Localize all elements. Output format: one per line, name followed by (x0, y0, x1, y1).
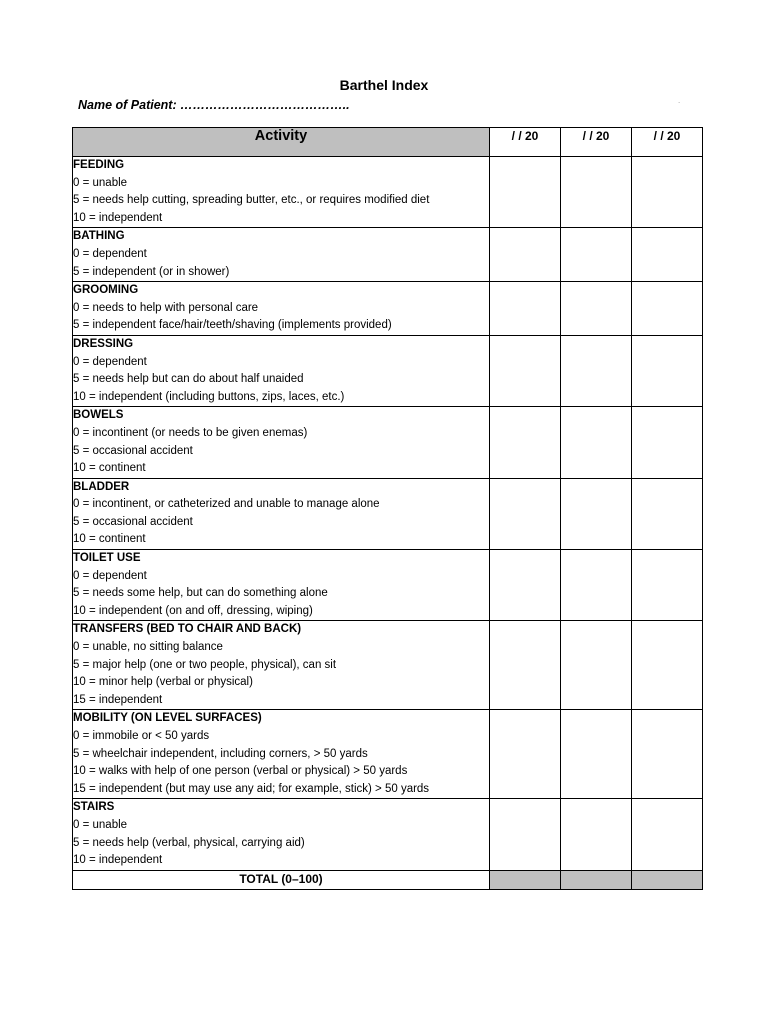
activity-cell (73, 710, 490, 799)
score-cell-3[interactable] (632, 478, 703, 549)
score-cell-2[interactable] (561, 282, 632, 336)
activity-cell (73, 407, 490, 478)
activity-row (73, 799, 703, 870)
total-score-cell-2 (561, 870, 632, 889)
activity-option: 10 = independent (73, 211, 163, 224)
activity-header: Activity (73, 128, 490, 157)
activity-cell (73, 550, 490, 621)
score-cell-2[interactable] (561, 710, 632, 799)
activity-option: 0 = unable (73, 176, 128, 189)
activity-option: 5 = needs help cutting, spreading butter, etc., or requires modified diet (73, 194, 430, 207)
activity-option: 5 = wheelchair independent, including corners, > 50 yards (73, 747, 368, 760)
score-header-2[interactable]: / / 20 (561, 128, 632, 157)
score-cell-3[interactable] (632, 710, 703, 799)
score-header-3[interactable]: / / 20 (632, 128, 703, 157)
score-cell-1[interactable] (490, 621, 561, 710)
activity-option: 5 = needs help (verbal, physical, carrying aid) (73, 836, 305, 849)
score-cell-1[interactable] (490, 282, 561, 336)
activity-title: TOILET USE (73, 552, 141, 565)
activity-title: BATHING (73, 230, 125, 243)
activity-option: 0 = incontinent (or needs to be given enemas) (73, 426, 308, 439)
score-cell-2[interactable] (561, 550, 632, 621)
activity-cell (73, 799, 490, 870)
score-cell-3[interactable] (632, 228, 703, 282)
score-cell-2[interactable] (561, 228, 632, 282)
score-cell-3[interactable] (632, 621, 703, 710)
score-cell-1[interactable] (490, 550, 561, 621)
score-cell-3[interactable] (632, 550, 703, 621)
score-header-1[interactable]: / / 20 (490, 128, 561, 157)
score-cell-1[interactable] (490, 335, 561, 406)
activity-option: 0 = unable, no sitting balance (73, 641, 223, 654)
activity-option: 0 = incontinent, or catheterized and unable to manage alone (73, 498, 380, 511)
score-cell-1[interactable] (490, 228, 561, 282)
score-cell-3[interactable] (632, 282, 703, 336)
activity-option: 10 = continent (73, 462, 146, 475)
activity-row (73, 228, 703, 282)
activity-option: 15 = independent (73, 693, 163, 706)
activity-title: TRANSFERS (BED TO CHAIR AND BACK) (73, 623, 302, 636)
header-row (73, 128, 703, 157)
score-cell-2[interactable] (561, 799, 632, 870)
activity-title: GROOMING (73, 284, 139, 297)
score-cell-1[interactable] (490, 478, 561, 549)
activity-option: 5 = needs help but can do about half unaided (73, 373, 304, 386)
activity-option: 0 = unable (73, 818, 128, 831)
activity-title: DRESSING (73, 337, 134, 350)
document-title: Barthel Index (339, 77, 429, 93)
patient-name-field[interactable]: Name of Patient: ………………………………….. (78, 98, 350, 112)
activity-title: BLADDER (73, 480, 130, 493)
activity-option: 5 = major help (one or two people, physical), can sit (73, 658, 337, 671)
activity-row (73, 407, 703, 478)
activity-option: 0 = immobile or < 50 yards (73, 730, 210, 742)
activity-title: BOWELS (73, 409, 124, 422)
score-cell-2[interactable] (561, 335, 632, 406)
activity-option: 5 = independent face/hair/teeth/shaving (implements provided) (73, 319, 392, 332)
score-cell-3[interactable] (632, 157, 703, 228)
activity-row (73, 478, 703, 549)
activity-cell (73, 282, 490, 336)
score-cell-1[interactable] (490, 407, 561, 478)
activity-option: 5 = independent (or in shower) (73, 265, 230, 278)
score-cell-1[interactable] (490, 710, 561, 799)
activity-row (73, 157, 703, 228)
activity-option: 10 = independent (including buttons, zips, laces, etc.) (73, 390, 345, 403)
total-score-cell-1 (490, 870, 561, 889)
activity-option: 0 = dependent (73, 355, 147, 368)
activity-cell (73, 157, 490, 228)
activity-option: 10 = continent (73, 533, 146, 546)
score-cell-2[interactable] (561, 407, 632, 478)
activity-option: 15 = independent (but may use any aid; for example, stick) > 50 yards (73, 782, 430, 795)
score-cell-3[interactable] (632, 799, 703, 870)
score-cell-1[interactable] (490, 157, 561, 228)
activity-option: 5 = needs some help, but can do something alone (73, 587, 328, 600)
activity-row (73, 550, 703, 621)
activity-option: 10 = walks with help of one person (verbal or physical) > 50 yards (73, 765, 408, 778)
activity-option: 0 = dependent (73, 247, 147, 260)
activity-cell (73, 335, 490, 406)
stray-mark: . (678, 96, 681, 105)
activity-option: 10 = independent (on and off, dressing, wiping) (73, 604, 313, 617)
barthel-index-table (72, 127, 703, 890)
score-cell-3[interactable] (632, 335, 703, 406)
activity-option: 10 = independent (73, 854, 163, 867)
score-cell-2[interactable] (561, 478, 632, 549)
total-score-cell-3 (632, 870, 703, 889)
activity-option: 5 = occasional accident (73, 444, 193, 457)
activity-option: 10 = minor help (verbal or physical) (73, 676, 253, 689)
score-cell-2[interactable] (561, 157, 632, 228)
activity-option: 0 = dependent (73, 569, 147, 582)
activity-option: 5 = occasional accident (73, 515, 193, 528)
total-label: TOTAL (0–100) (73, 870, 490, 889)
activity-option: 0 = needs to help with personal care (73, 301, 259, 314)
activity-cell (73, 621, 490, 710)
activity-cell (73, 228, 490, 282)
activity-row (73, 621, 703, 710)
activity-row (73, 335, 703, 406)
activity-title: STAIRS (73, 801, 115, 814)
activity-row (73, 282, 703, 336)
score-cell-2[interactable] (561, 621, 632, 710)
score-cell-3[interactable] (632, 407, 703, 478)
activity-title: MOBILITY (ON LEVEL SURFACES) (73, 712, 262, 725)
total-row (73, 870, 703, 889)
activity-row (73, 710, 703, 799)
score-cell-1[interactable] (490, 799, 561, 870)
activity-cell (73, 478, 490, 549)
activity-title: FEEDING (73, 159, 125, 171)
